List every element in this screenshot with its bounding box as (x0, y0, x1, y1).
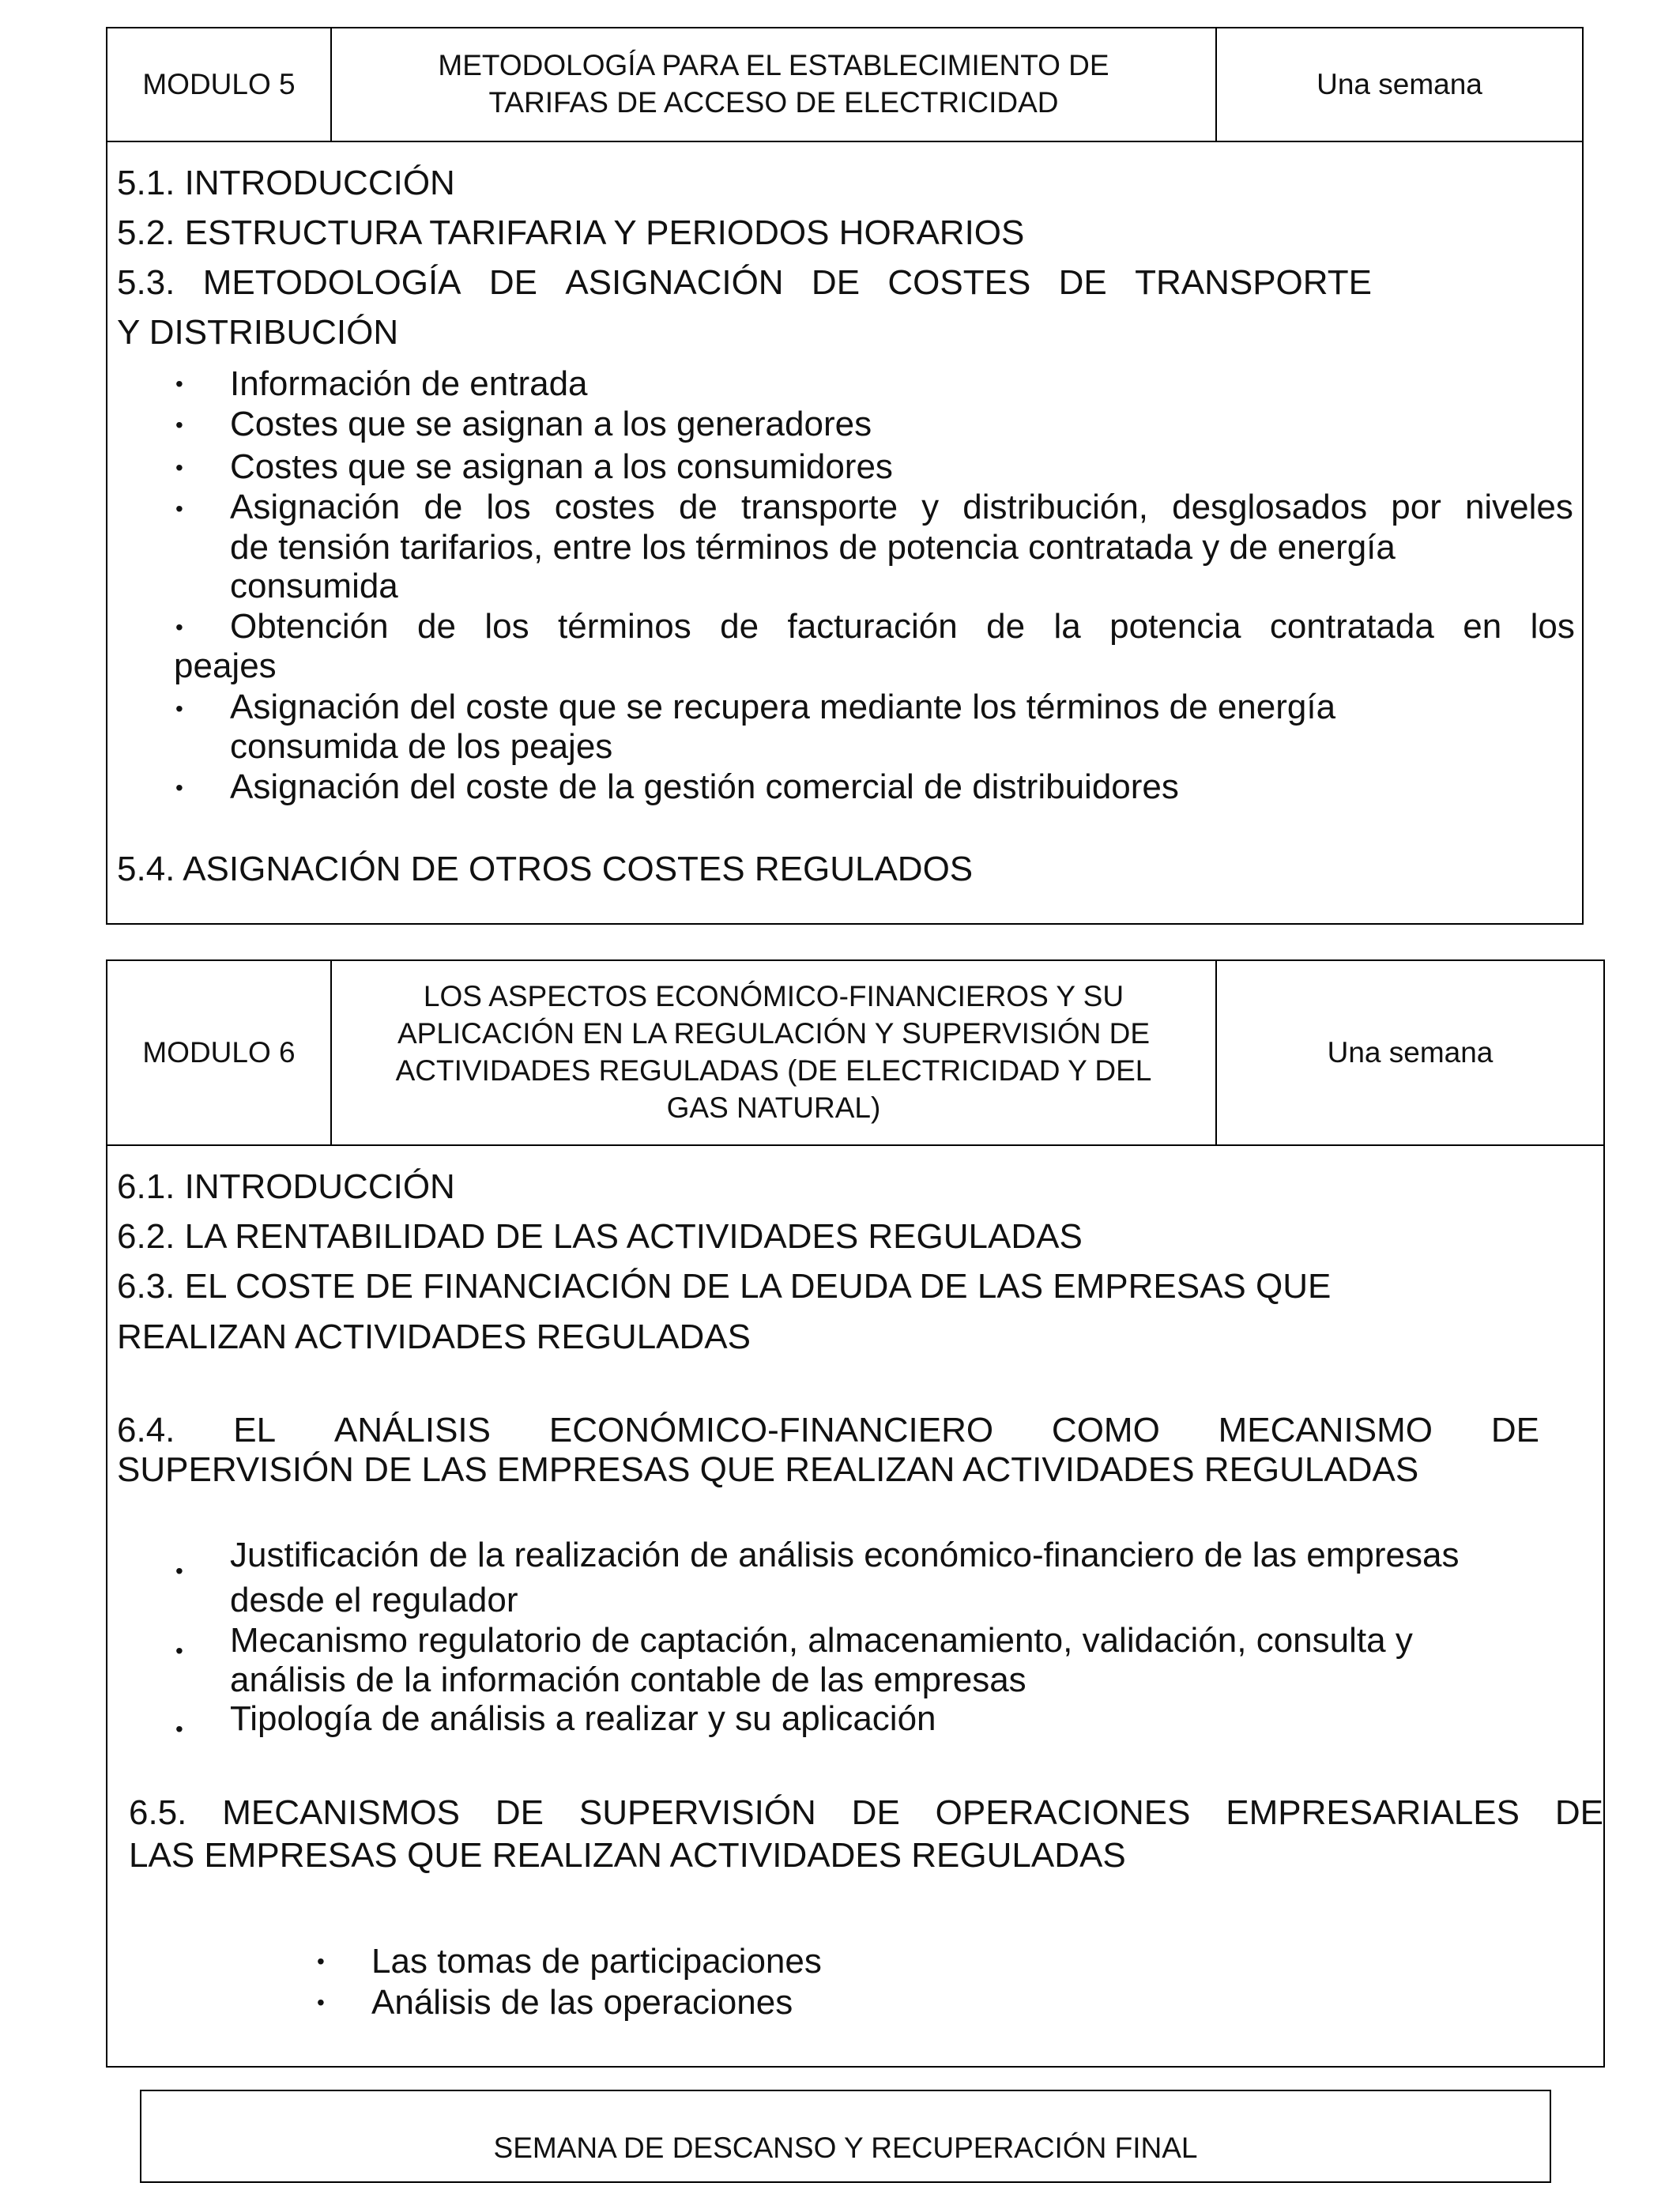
bullet-6-4-1-line-1: Justificación de la realización de análisis económico-financiero de las empresas (230, 1536, 1460, 1574)
module-6-title-line-3: ACTIVIDADES REGULADAS (DE ELECTRICIDAD Y DEL (395, 1054, 1152, 1087)
bullet-5-3-5-line-1: Obtención de los términos de facturación de la potencia contratada en los (230, 607, 1575, 646)
bullet-6-5-1: Las tomas de participaciones (371, 1942, 822, 1981)
module-6-title-line-1: LOS ASPECTOS ECONÓMICO-FINANCIEROS Y SU (423, 980, 1124, 1013)
bullet-5-3-4-line-2: de tensión tarifarios, entre los términos de potencia contratada y de energía (230, 528, 1396, 567)
module-6-duration: Una semana (1327, 1035, 1494, 1069)
bullet-dot: • (175, 1717, 183, 1741)
bullet-dot: • (317, 1990, 325, 2015)
bullet-dot: • (175, 455, 183, 480)
section-5-3-line-2: Y DISTRIBUCIÓN (117, 313, 399, 352)
section-6-5-line-1: 6.5. MECANISMOS DE SUPERVISIÓN DE OPERACIONES EMPRESARIALES DE (129, 1793, 1603, 1832)
module-6-title-line-2: APLICACIÓN EN LA REGULACIÓN Y SUPERVISIÓN DE (397, 1017, 1150, 1050)
bullet-dot: • (175, 615, 183, 639)
bullet-dot: • (175, 1559, 183, 1583)
bullet-5-3-7: Asignación del coste de la gestión comercial de distribuidores (230, 767, 1179, 806)
module-6-title-line-4: GAS NATURAL) (666, 1091, 881, 1124)
module-6-header (107, 961, 1603, 1146)
section-5-4: 5.4. ASIGNACIÓN DE OTROS COSTES REGULADOS (117, 850, 974, 888)
bullet-5-3-1: Información de entrada (230, 364, 588, 403)
bullet-5-3-3: Costes que se asignan a los consumidores (230, 447, 893, 486)
bullet-6-4-3: Tipología de análisis a realizar y su aplicación (230, 1699, 936, 1738)
section-5-1: 5.1. INTRODUCCIÓN (117, 164, 455, 202)
section-6-4-line-2: SUPERVISIÓN DE LAS EMPRESAS QUE REALIZAN ACTIVIDADES REGULADAS (117, 1450, 1419, 1489)
module-5-title-line-1: METODOLOGÍA PARA EL ESTABLECIMIENTO DE (438, 49, 1109, 82)
bullet-6-4-1-line-2: desde el regulador (230, 1581, 518, 1619)
module-5-duration: Una semana (1317, 67, 1482, 100)
section-6-5-line-2: LAS EMPRESAS QUE REALIZAN ACTIVIDADES REGULADAS (129, 1836, 1126, 1875)
section-6-3-line-2: REALIZAN ACTIVIDADES REGULADAS (117, 1318, 751, 1356)
section-6-2: 6.2. LA RENTABILIDAD DE LAS ACTIVIDADES REGULADAS (117, 1217, 1083, 1256)
section-6-4-line-1: 6.4. EL ANÁLISIS ECONÓMICO-FINANCIERO COMO MECANISMO DE (117, 1411, 1539, 1449)
module-6-box (106, 959, 1605, 2068)
bullet-5-3-6-line-2: consumida de los peajes (230, 727, 613, 766)
module-5-label: MODULO 5 (107, 28, 332, 141)
section-6-1: 6.1. INTRODUCCIÓN (117, 1167, 455, 1206)
bullet-6-4-2-line-1: Mecanismo regulatorio de captación, almacenamiento, validación, consulta y (230, 1621, 1413, 1660)
bullet-dot: • (175, 371, 183, 396)
bullet-dot: • (175, 1638, 183, 1663)
module-5-header (107, 28, 1582, 142)
module-5-title-line-2: TARIFAS DE ACCESO DE ELECTRICIDAD (488, 86, 1059, 119)
bullet-dot: • (175, 696, 183, 721)
final-rest-week-box (140, 2090, 1551, 2183)
section-5-3-line-1: 5.3. METODOLOGÍA DE ASIGNACIÓN DE COSTES DE TRANSPORTE (117, 263, 1372, 302)
bullet-dot: • (175, 496, 183, 521)
bullet-dot: • (175, 413, 183, 437)
section-5-2: 5.2. ESTRUCTURA TARIFARIA Y PERIODOS HORARIOS (117, 213, 1025, 252)
bullet-5-3-4-line-3: consumida (230, 567, 398, 605)
module-5-title (332, 28, 1217, 141)
bullet-dot: • (317, 1949, 325, 1973)
bullet-5-3-2: Costes que se asignan a los generadores (230, 405, 872, 443)
module-6-title (332, 961, 1217, 1144)
bullet-5-3-6-line-1: Asignación del coste que se recupera mediante los términos de energía (230, 688, 1336, 726)
bullet-6-4-2-line-2: análisis de la información contable de las empresas (230, 1661, 1026, 1699)
bullet-6-5-2: Análisis de las operaciones (371, 1983, 793, 2022)
section-6-3-line-1: 6.3. EL COSTE DE FINANCIACIÓN DE LA DEUDA DE LAS EMPRESAS QUE (117, 1267, 1332, 1306)
final-rest-week-text: SEMANA DE DESCANSO Y RECUPERACIÓN FINAL (493, 2132, 1198, 2164)
module-6-label: MODULO 6 (107, 961, 332, 1144)
bullet-5-3-5-line-2: peajes (174, 647, 277, 685)
bullet-5-3-4-line-1: Asignación de los costes de transporte y distribución, desglosados por niveles (230, 488, 1573, 526)
bullet-dot: • (175, 775, 183, 800)
